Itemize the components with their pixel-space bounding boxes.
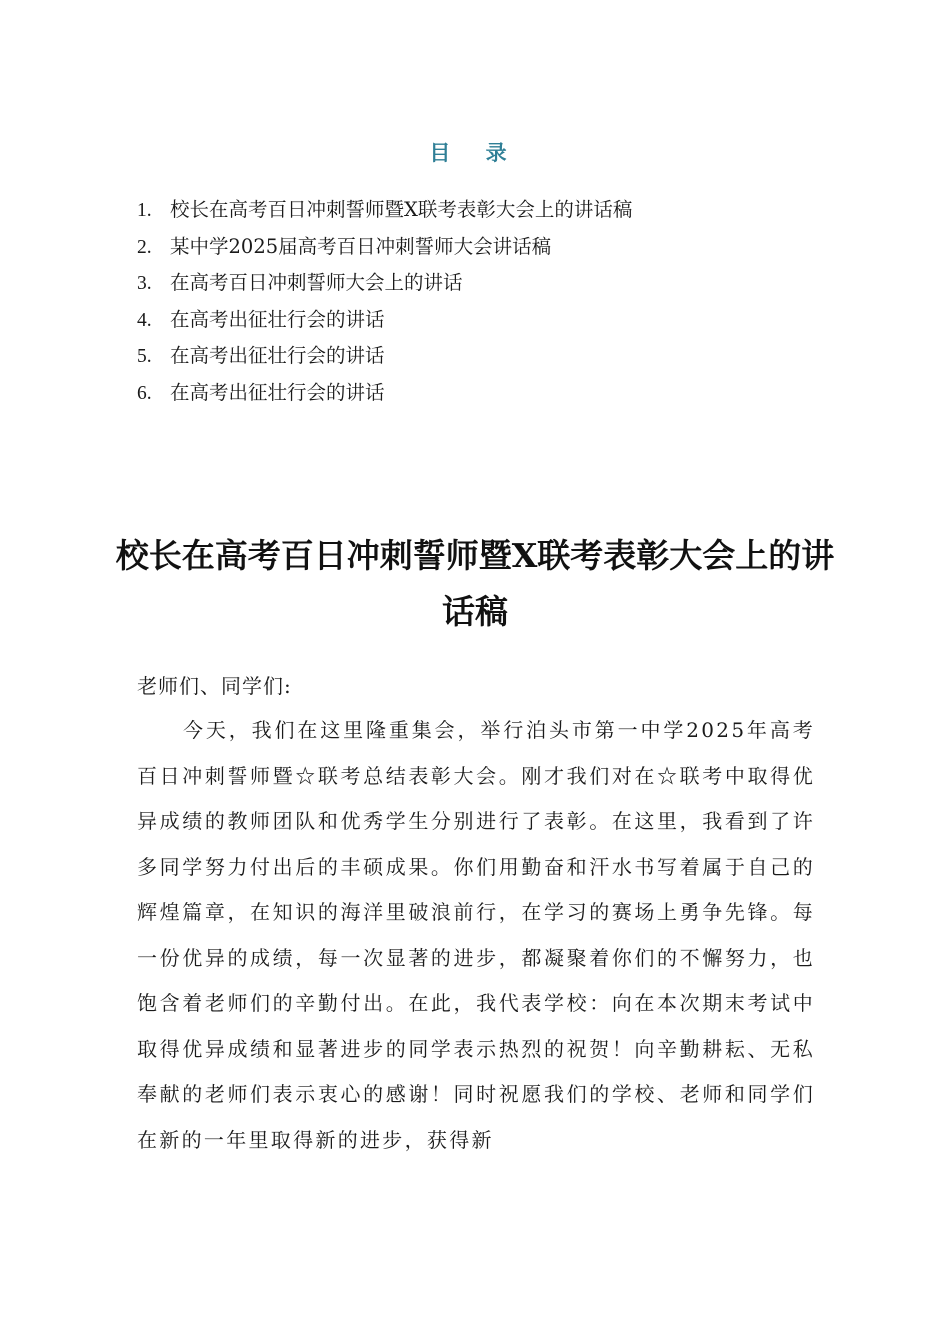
toc-item[interactable] <box>137 375 817 412</box>
toc-item[interactable] <box>137 338 817 375</box>
toc-item-label: 校长在高考百日冲刺誓师暨X联考表彰大会上的讲话稿 <box>170 198 633 221</box>
toc-item[interactable] <box>137 192 817 229</box>
toc-item-label: 在高考出征壮行会的讲话 <box>170 307 385 331</box>
toc-item-label: 在高考出征壮行会的讲话 <box>170 380 385 404</box>
toc-item[interactable] <box>137 265 817 302</box>
toc-item-number: 6. <box>137 382 152 404</box>
toc-item-number: 3. <box>137 273 152 295</box>
document-title: 校长在高考百日冲刺誓师暨X联考表彰大会上的讲话稿 <box>115 536 835 632</box>
toc-item[interactable] <box>137 302 817 339</box>
salutation: 老师们、同学们: <box>137 674 292 698</box>
toc-item-label: 在高考百日冲刺誓师大会上的讲话 <box>170 271 463 295</box>
toc-item-number: 2. <box>137 236 152 258</box>
toc-item-number: 5. <box>137 346 152 368</box>
body-paragraph: 今天，我们在这里隆重集会，举行泊头市第一中学2025年高考百日冲刺誓师暨☆联考总结表彰大会。刚才我们对在☆联考中取得优异成绩的教师团队和优秀学生分别进行了表彰。在这里，我看到了许多同学努力付出后的丰硕成果。你们用勤奋和汗水书写着属于自己的辉煌篇章，在知识的海洋里破浪前行，在学习的赛场上勇争先锋。每一份优异的成绩，每一次显著的进步，都凝聚着你们的不懈努力，也饱含着老师们的辛勤付出。在此，我代表学校：向在本次期末考试中取得优异成绩和显著进步的同学表示热烈的祝贺！向辛勤耕耘、无私奉献的老师们表示衷心的感谢！同时祝愿我们的学校、老师和同学们在新的一年里取得新的进步，获得新 <box>137 718 815 1152</box>
toc-item-label: 在高考出征壮行会的讲话 <box>170 344 385 368</box>
toc-title: 目 录 <box>429 140 521 165</box>
toc-list <box>137 192 817 412</box>
toc-item-label: 某中学2025届高考百日冲刺誓师大会讲话稿 <box>170 234 552 258</box>
toc-item-number: 4. <box>137 309 152 331</box>
toc-item-number: 1. <box>137 200 152 221</box>
toc-item[interactable] <box>137 229 817 266</box>
